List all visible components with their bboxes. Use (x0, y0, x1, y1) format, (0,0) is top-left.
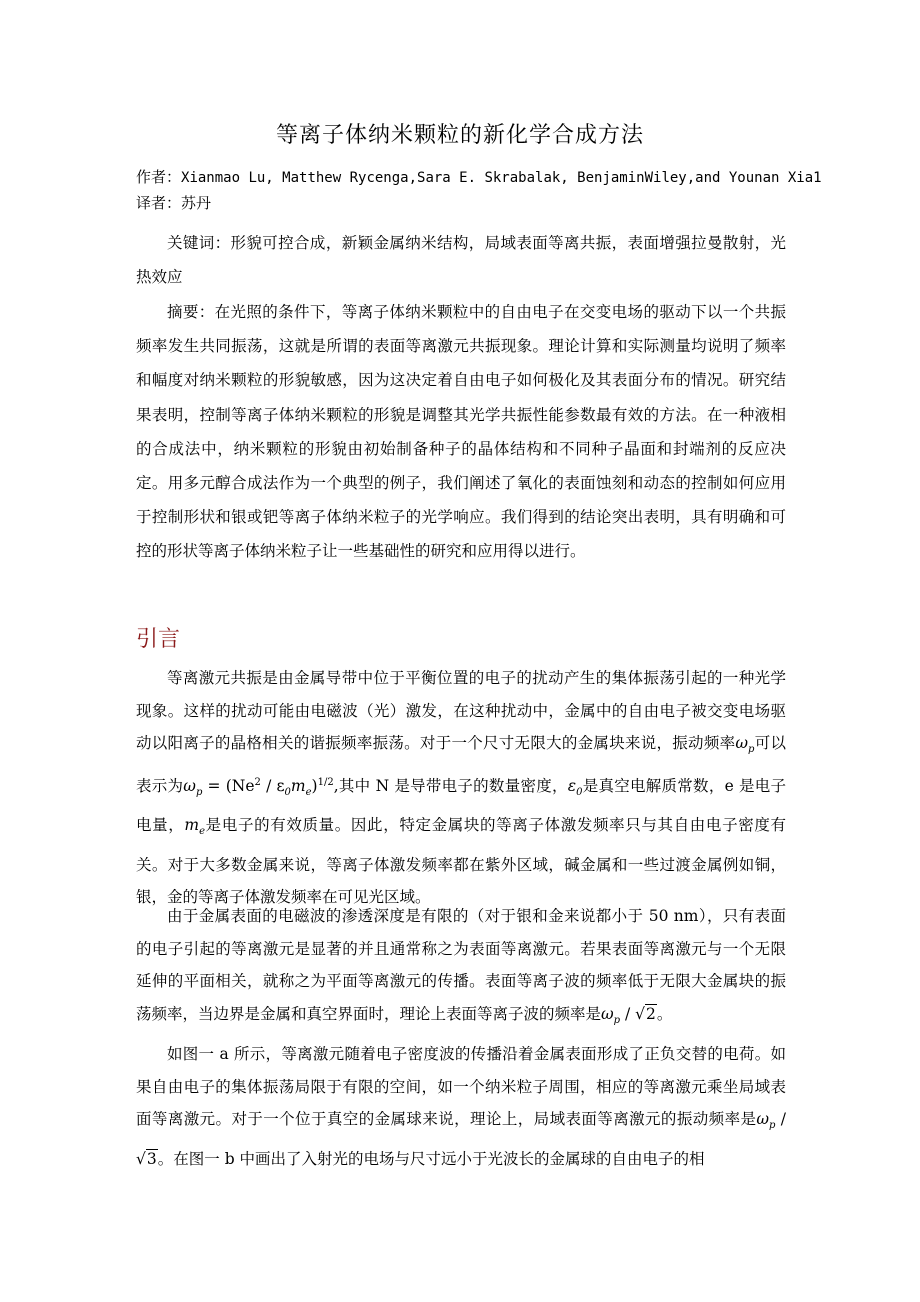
translator-name: 苏丹 (181, 194, 212, 212)
intro-p1-text-e: 是电子的有效质量。因此，特定金属块的等离子体激发频率只与其自由电子密度有关。对于大多数金属来说，等离子体激发频率都在紫外区域，碱金属和一些过渡金属例如铜，银，金的等离子体激发频率在可见光区域。 (136, 816, 786, 907)
intro-p3-text-a: 如图一 a 所示，等离激元随着电子密度波的传播沿着金属表面形成了正负交替的电荷。如果自由电子的集体振荡局限于有限的空间，如一个纳米粒子周围，相应的等离激元乘坐局域表面等离激元。对于一个位于真空的金属球来说，理论上，局域表面等离激元的振动频率是 (136, 1045, 786, 1128)
intro-p1-text-b: 可以表示为 (136, 734, 786, 795)
omega-over-sqrt3: $\omega_p / √3$ (136, 1110, 786, 1168)
abstract-text: 在光照的条件下，等离子体纳米颗粒中的自由电子在交变电场的驱动下以一个共振频率发生共同振荡，这就是所谓的表面等离激元共振现象。理论计算和实际测量均说明了频率和幅度对纳米颗粒的形貌敏感，因为这决定着自由电子如何极化及其表面分布的情况。研究结果表明，控制等离子体纳米颗粒的形貌是调整其光学共振性能参数最有效的方法。在一种液相的合成法中，纳米颗粒的形貌由初始制备种子的晶体结构和不同种子晶面和封端剂的反应决定。用多元醇合成法作为一个典型的例子，我们阐述了氧化的表面蚀刻和动态的控制如何应用于控制形状和银或钯等离子体纳米粒子的光学响应。我们得到的结论突出表明，具有明确和可控的形状等离子体纳米粒子让一些基础性的研究和应用得以进行。 (136, 303, 786, 561)
keywords-label: 关键词： (167, 234, 231, 252)
intro-p1-text-c: ,其中 N 是导带电子的数量密度， (333, 776, 568, 795)
intro-p1-text-a: 等离激元共振是由金属导带中位于平衡位置的电子的扰动产生的集体振荡引起的一种光学现象。这样的扰动可能由电磁波（光）激发，在这种扰动中，金属中的自由电子被交变电场驱动以阳离子的晶格相关的谐振频率振荡。对于一个尺寸无限大的金属块来说，振动频率 (136, 669, 786, 752)
translator-line (136, 192, 211, 213)
authors-names: Xianmao Lu, Matthew Rycenga,Sara E. Skrabalak, BenjaminWiley,and Younan Xia1 (181, 170, 822, 186)
effective-mass-symbol: $m_e$ (184, 816, 206, 838)
plasma-frequency-formula: $\omega_p = (Ne^2 / \varepsilon_0m_e)^{1/2}$ (183, 776, 334, 798)
keywords-text: 形貌可控合成，新颖金属纳米结构，局域表面等离共振，表面增强拉曼散射，光热效应 (136, 234, 786, 287)
authors-line (136, 166, 822, 187)
intro-p2-text-a: 由于金属表面的电磁波的渗透深度是有限的（对于银和金来说都小于 50 nm），只有表面的电子引起的等离激元是显著的并且通常称之为表面等离激元。若果表面等离激元与一个无限延伸的平面相关，就称之为平面等离激元的传播。表面等离子波的频率低于无限大金属块的振荡频率，当边界是金属和真空界面时，理论上表面等离子波的频率是 (136, 907, 786, 1023)
intro-paragraph-3 (136, 1038, 786, 1175)
epsilon-zero-symbol: $\varepsilon_0$ (567, 776, 583, 798)
paper-title: 等离子体纳米颗粒的新化学合成方法 (275, 123, 644, 148)
section-heading-introduction: 引言 (136, 627, 181, 652)
abstract-paragraph (136, 295, 786, 569)
intro-p1-text-d: 是真空电解质常数，e 是电子电量， (136, 776, 786, 835)
keywords-paragraph (136, 226, 786, 294)
omega-over-sqrt2: $\omega_p / √2$ (601, 1004, 656, 1026)
omega-p-symbol: $\omega_p$ (735, 734, 755, 756)
intro-p3-text-b: 。在图一 b 中画出了入射光的电场与尺寸远小于光波长的金属球的自由电子的相 (157, 1149, 705, 1168)
intro-p2-text-b: 。 (656, 1004, 673, 1023)
translator-label: 译者： (136, 194, 182, 212)
authors-label: 作者： (136, 168, 182, 186)
abstract-label: 摘要： (167, 303, 215, 321)
intro-paragraph-2 (136, 900, 786, 1037)
intro-paragraph-1 (136, 662, 786, 914)
